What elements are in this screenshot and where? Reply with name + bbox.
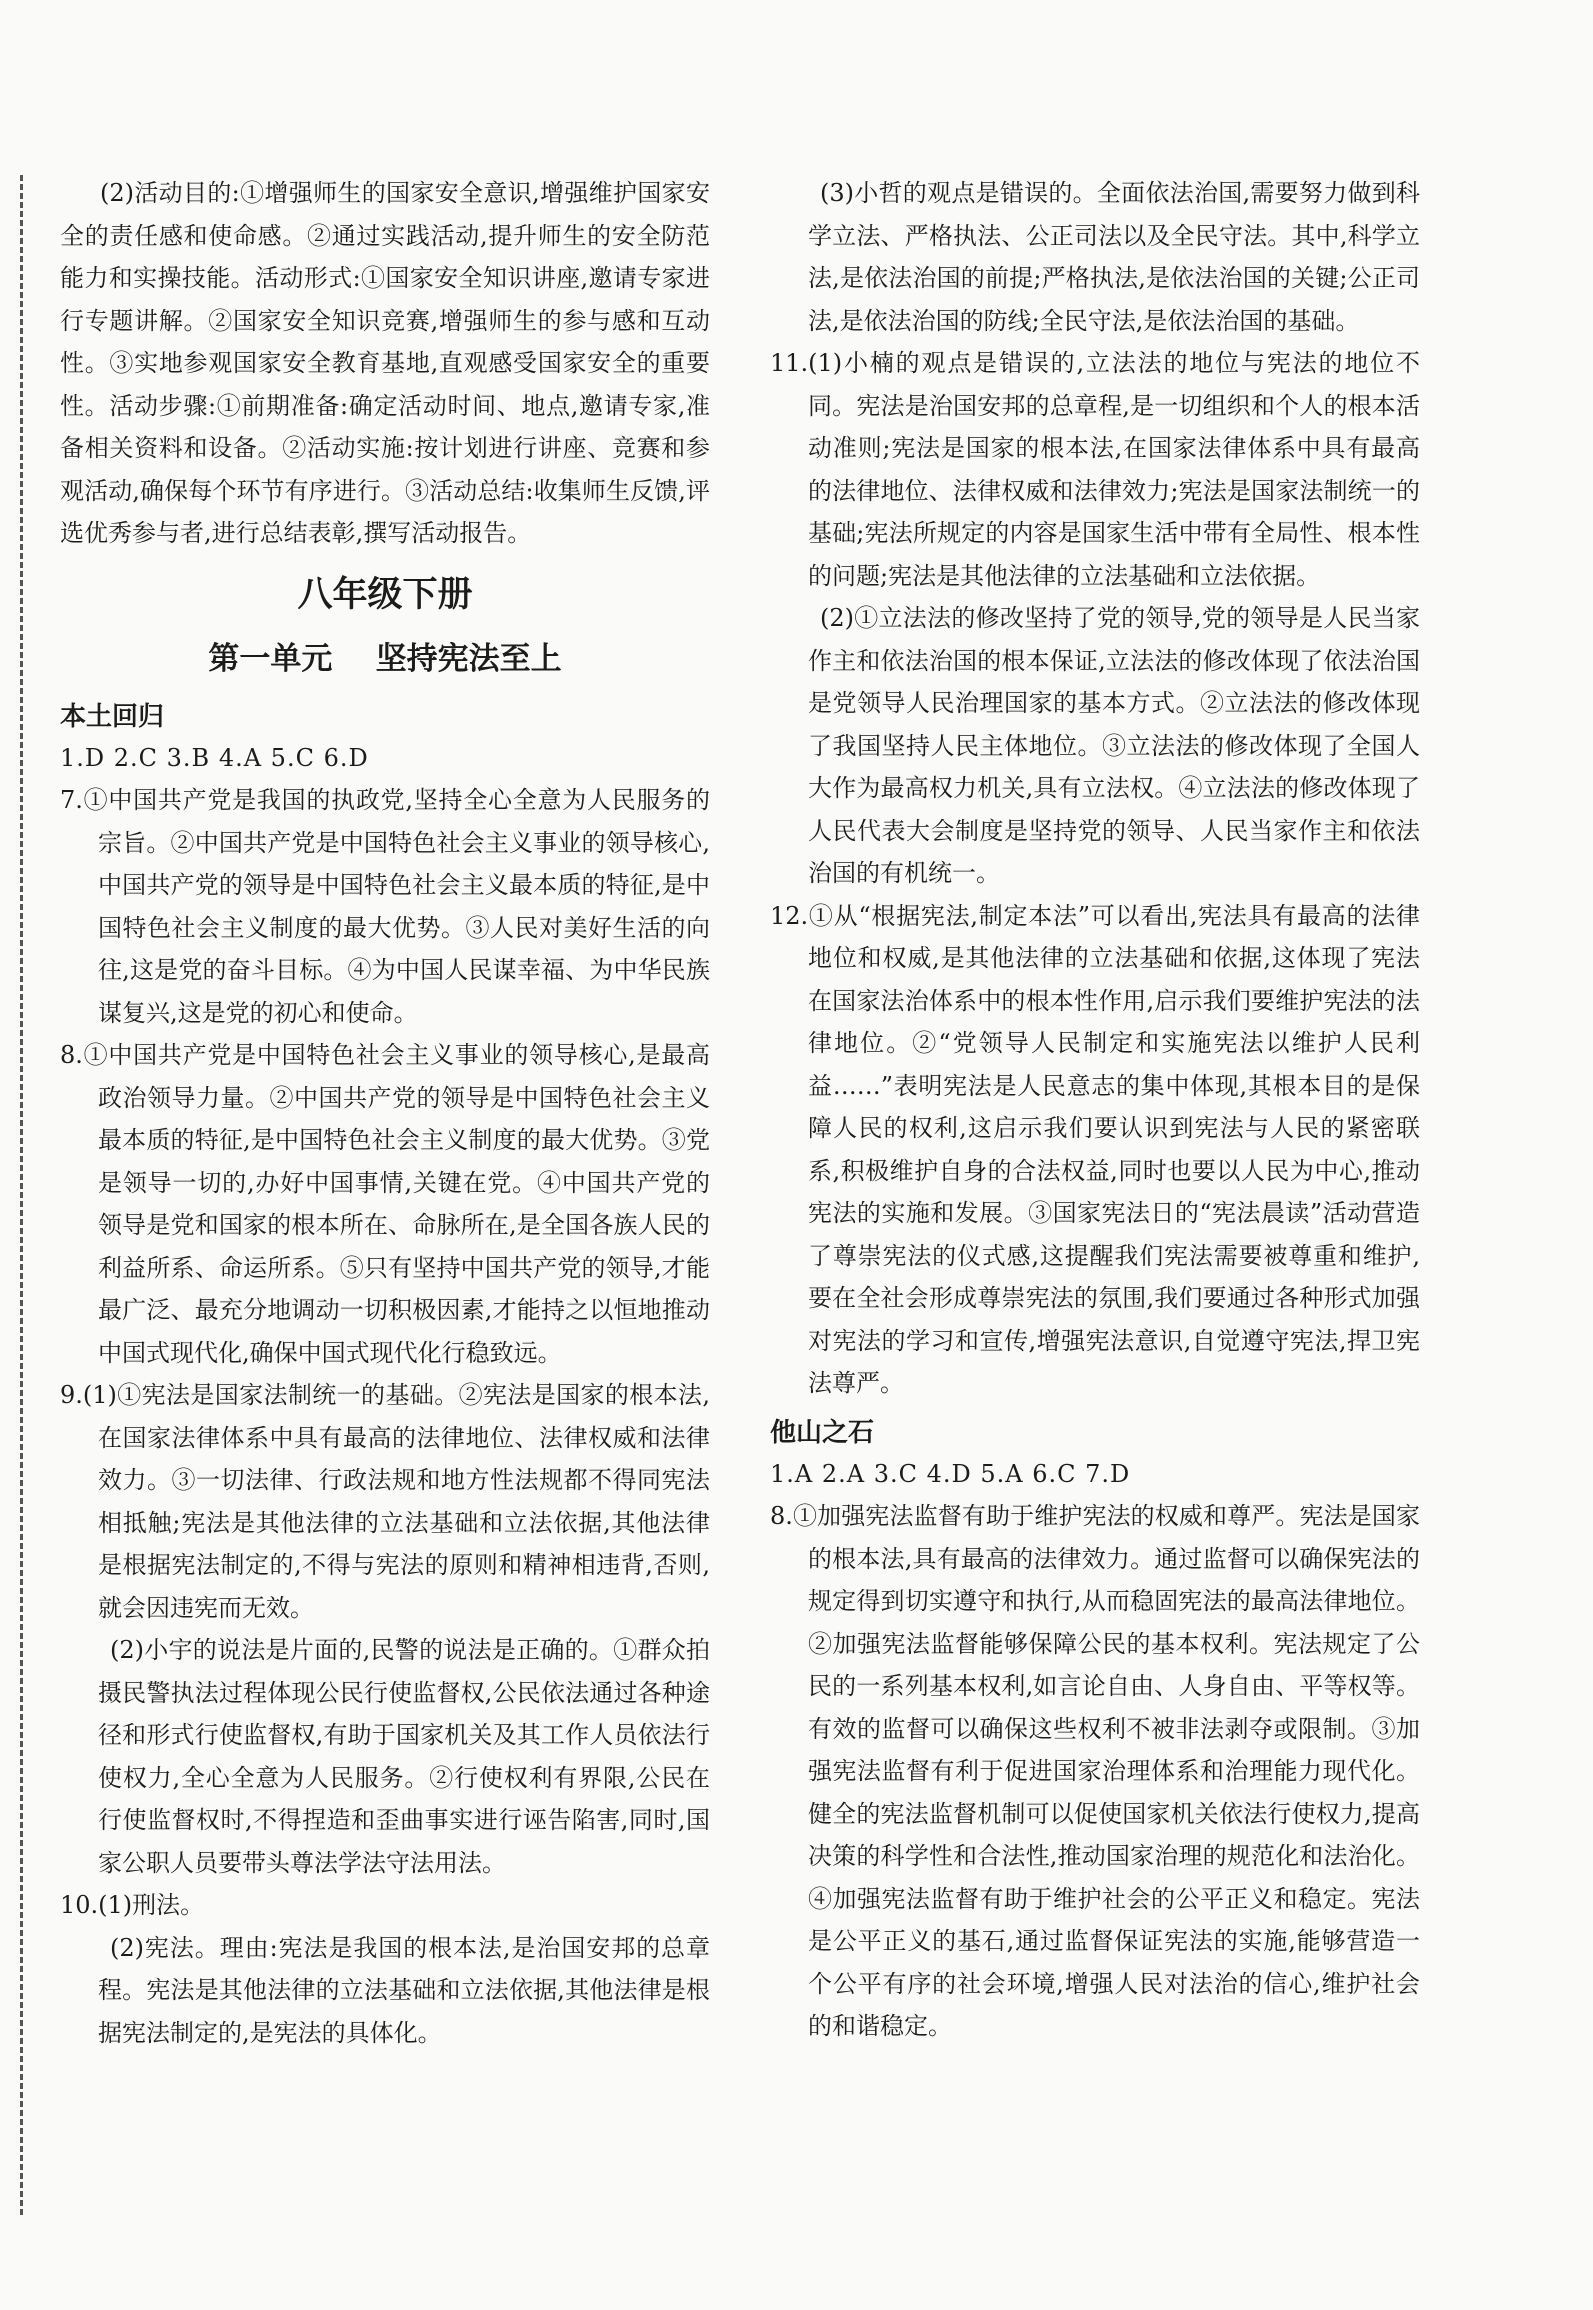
- answer-11-1: 11.(1)小楠的观点是错误的,立法法的地位与宪法的地位不同。宪法是治国安邦的总章程,是一切组织和个人的根本活动准则;宪法是国家的根本法,在国家法律体系中具有最高的法律地位、法律权威和法律效力;宪法是国家法制统一的基础;宪法所规定的内容是国家生活中带有全局性、根本性的问题;宪法是其他法律的立法基础和立法依据。: [770, 349, 1420, 590]
- unit-title: 第一单元 坚持宪法至上: [208, 640, 562, 677]
- answer-9-1: 9.(1)①宪法是国家法制统一的基础。②宪法是国家的根本法,在国家法律体系中具有最高的法律地位、法律权威和法律效力。③一切法律、行政法规和地方性法规都不得同宪法相抵触;宪法是其他法律的立法基础和立法依据,其他法律是根据宪法制定的,不得与宪法的原则和精神相违背,否则,就会因违宪而无效。: [60, 1381, 710, 1622]
- choice-answers-2: 1.A 2.A 3.C 4.D 5.A 6.C 7.D: [770, 1459, 1131, 1488]
- answer-10-2: (2)宪法。理由:宪法是我国的根本法,是治国安邦的总章程。宪法是其他法律的立法基础和立法依据,其他法律是根据宪法制定的,是宪法的具体化。: [98, 1933, 710, 2047]
- answer-7: 7.①中国共产党是我国的执政党,坚持全心全意为人民服务的宗旨。②中国共产党是中国特色社会主义事业的领导核心,中国共产党的领导是中国特色社会主义最本质的特征,是中国特色社会主义制度的最大优势。③人民对美好生活的向往,这是党的奋斗目标。④为中国人民谋幸福、为中华民族谋复兴,这是党的初心和使命。: [60, 786, 710, 1027]
- right-column: [770, 172, 1420, 2048]
- answer-12: 12.①从“根据宪法,制定本法”可以看出,宪法具有最高的法律地位和权威,是其他法律的立法基础和依据,这体现了宪法在国家法治体系中的根本性作用,启示我们要维护宪法的法律地位。②“党领导人民制定和实施宪法以维护人民利益……”表明宪法是人民意志的集中体现,其根本目的是保障人民的权利,这启示我们要认识到宪法与人民的紧密联系,积极维护自身的合法权益,同时也要以人民为中心,推动宪法的实施和发展。③国家宪法日的“宪法晨读”活动营造了尊崇宪法的仪式感,这提醒我们宪法需要被尊重和维护,要在全社会形成尊崇宪法的氛围,我们要通过各种形式加强对宪法的学习和宣传,增强宪法意识,自觉遵守宪法,捍卫宪法尊严。: [770, 901, 1420, 1397]
- answer-8b: 8.①加强宪法监督有助于维护宪法的权威和尊严。宪法是国家的根本法,具有最高的法律效力。通过监督可以确保宪法的规定得到切实遵守和执行,从而稳固宪法的最高法律地位。②加强宪法监督能够保障公民的基本权利。宪法规定了公民的一系列基本权利,如言论自由、人身自由、平等权等。有效的监督可以确保这些权利不被非法剥夺或限制。③加强宪法监督有利于促进国家治理体系和治理能力现代化。健全的宪法监督机制可以促使国家机关依法行使权力,提高决策的科学性和合法性,推动国家治理的规范化和法治化。④加强宪法监督有助于维护社会的公平正义和稳定。宪法是公平正义的基石,通过监督保证宪法的实施,能够营造一个公平有序的社会环境,增强人民对法治的信心,维护社会的和谐稳定。: [770, 1502, 1420, 2040]
- answer-10-1: 10.(1)刑法。: [60, 1891, 205, 1919]
- activity-answer: (2)活动目的:①增强师生的国家安全意识,增强维护国家安全的责任感和使命感。②通过实践活动,提升师生的安全防范能力和实操技能。活动形式:①国家安全知识讲座,邀请专家进行专题讲解。②国家安全知识竞赛,增强师生的参与感和互动性。③实地参观国家安全教育基地,直观感受国家安全的重要性。活动步骤:①前期准备:确定活动时间、地点,邀请专家,准备相关资料和设备。②活动实施:按计划进行讲座、竞赛和参观活动,确保每个环节有序进行。③活动总结:收集师生反馈,评选优秀参与者,进行总结表彰,撰写活动报告。: [60, 179, 710, 547]
- left-column: [60, 172, 710, 2054]
- grade-title: 八年级下册: [297, 574, 473, 615]
- section-heading-bentu: 本土回归: [60, 701, 165, 732]
- answer-10-3: (3)小哲的观点是错误的。全面依法治国,需要努力做到科学立法、严格执法、公正司法以及全民守法。其中,科学立法,是依法治国的前提;严格执法,是依法治国的关键;公正司法,是依法治国的防线;全民守法,是依法治国的基础。: [808, 179, 1420, 335]
- answer-11-2: (2)①立法法的修改坚持了党的领导,党的领导是人民当家作主和依法治国的根本保证,立法法的修改体现了依法治国是党领导人民治理国家的基本方式。②立法法的修改体现了我国坚持人民主体地位。③立法法的修改体现了全国人大作为最高权力机关,具有立法权。④立法法的修改体现了人民代表大会制度是坚持党的领导、人民当家作主和依法治国的有机统一。: [808, 604, 1420, 887]
- answer-8: 8.①中国共产党是中国特色社会主义事业的领导核心,是最高政治领导力量。②中国共产党的领导是中国特色社会主义最本质的特征,是中国特色社会主义制度的最大优势。③党是领导一切的,办好中国事情,关键在党。④中国共产党的领导是党和国家的根本所在、命脉所在,是全国各族人民的利益所系、命运所系。⑤只有坚持中国共产党的领导,才能最广泛、最充分地调动一切积极因素,才能持之以恒地推动中国式现代化,确保中国式现代化行稳致远。: [60, 1041, 710, 1367]
- choice-answers-1: 1.D 2.C 3.B 4.A 5.C 6.D: [60, 743, 369, 772]
- margin-dashed-line: [20, 175, 23, 2215]
- answer-9-2: (2)小宇的说法是片面的,民警的说法是正确的。①群众拍摄民警执法过程体现公民行使监督权,公民依法通过各种途径和形式行使监督权,有助于国家机关及其工作人员依法行使权力,全心全意为人民服务。②行使权利有界限,公民在行使监督权时,不得捏造和歪曲事实进行诬告陷害,同时,国家公职人员要带头尊法学法守法用法。: [98, 1636, 710, 1877]
- section-heading-tashan: 他山之石: [770, 1417, 875, 1448]
